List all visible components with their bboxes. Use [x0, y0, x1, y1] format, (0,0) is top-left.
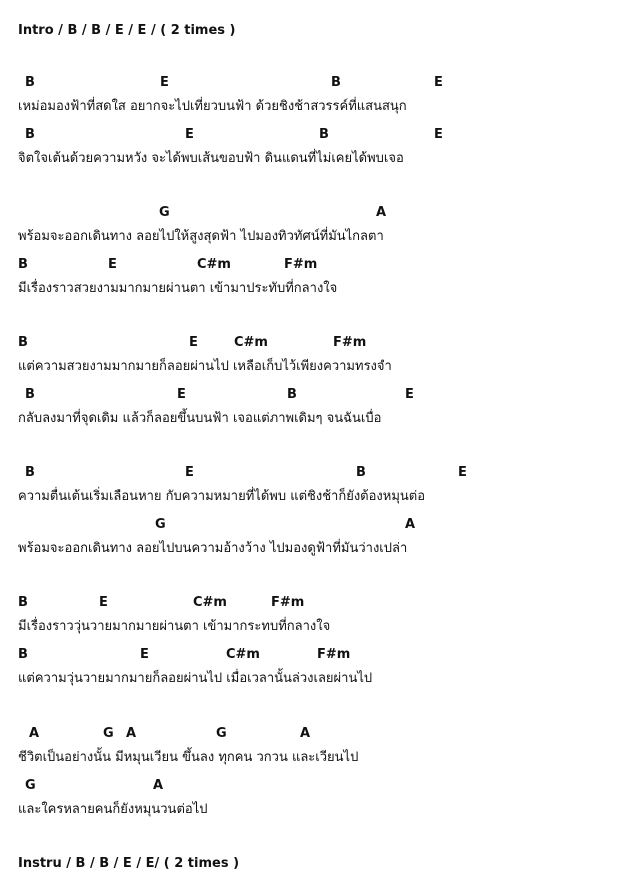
lyric-line: กลับลงมาที่จุดเดิม แล้วก็ลอยขึ้นบนฟ้า เจอแต่ภาพเดิมๆ จนฉันเบื่อ [18, 411, 382, 426]
chord: E [189, 335, 198, 350]
chord: B [25, 465, 35, 480]
chord: F#m [271, 595, 305, 610]
chord: B [331, 75, 341, 90]
lyric-line: แต่ความสวยงามมากมายก็ลอยผ่านไป เหลือเก็บไว้เพียงความทรงจำ [18, 359, 392, 374]
chord: E [177, 387, 186, 402]
chord: E [185, 127, 194, 142]
lyric-line: แต่ความวุ่นวายมากมายก็ลอยผ่านไป เมื่อเวลานั้นล่วงเลยผ่านไป [18, 671, 373, 686]
chord: B [319, 127, 329, 142]
instrumental-line: Instru / B / B / E / E/ ( 2 times ) [18, 856, 240, 871]
chord: B [25, 387, 35, 402]
chord: C#m [193, 595, 227, 610]
chord: B [18, 595, 28, 610]
chord: B [18, 647, 28, 662]
chord: E [99, 595, 108, 610]
lyric-line: ความตื่นเต้นเริ่มเลือนหาย กับความหมายที่ได้พบ แต่ชิงช้าก็ยังต้องหมุนต่อ [18, 489, 426, 504]
intro-line: Intro / B / B / E / E / ( 2 times ) [18, 23, 236, 38]
chord: F#m [333, 335, 367, 350]
chord: F#m [317, 647, 351, 662]
chord: A [405, 517, 416, 532]
lyric-line: และใครหลายคนก็ยังหมุนวนต่อไป [18, 802, 208, 817]
chord: G [159, 205, 170, 220]
chord: E [434, 127, 443, 142]
chord: A [29, 726, 40, 741]
chord: B [25, 75, 35, 90]
chord: C#m [197, 257, 231, 272]
chord: E [140, 647, 149, 662]
chord: B [18, 257, 28, 272]
lyric-line: มีเรื่องราวสวยงามมากมายผ่านตา เข้ามาประทับที่กลางใจ [18, 281, 338, 296]
chord: G [25, 778, 36, 793]
chord: C#m [226, 647, 260, 662]
chord: E [160, 75, 169, 90]
lyric-line: พร้อมจะออกเดินทาง ลอยไปให้สูงสุดฟ้า ไปมองทิวทัศน์ที่มันไกลตา [18, 229, 384, 244]
chord: G [155, 517, 166, 532]
chord: E [185, 465, 194, 480]
chord: B [18, 335, 28, 350]
chord: B [356, 465, 366, 480]
chord: A [126, 726, 137, 741]
chord: B [287, 387, 297, 402]
chord: A [300, 726, 311, 741]
lyric-line: ชีวิตเป็นอย่างนั้น มีหมุนเวียน ขึ้นลง ทุกคน วกวน และเวียนไป [18, 750, 359, 765]
chord: E [405, 387, 414, 402]
chord: E [434, 75, 443, 90]
chord: F#m [284, 257, 318, 272]
chord: B [25, 127, 35, 142]
chord: A [376, 205, 387, 220]
lyric-line: มีเรื่องราววุ่นวายมากมายผ่านตา เข้ามากระทบที่กลางใจ [18, 619, 331, 634]
lyric-line: จิตใจเต้นด้วยความหวัง จะได้พบเส้นขอบฟ้า ดินแดนที่ไม่เคยได้พบเจอ [18, 151, 404, 166]
chord: C#m [234, 335, 268, 350]
chord: E [108, 257, 117, 272]
lyric-line: พร้อมจะออกเดินทาง ลอยไปบนความอ้างว้าง ไปมองดูฟ้าที่มันว่างเปล่า [18, 541, 408, 556]
chord: G [103, 726, 114, 741]
lyric-line: เหม่อมองฟ้าที่สดใส อยากจะไปเที่ยวบนฟ้า ด้วยชิงช้าสวรรค์ที่แสนสนุก [18, 99, 407, 114]
chord: G [216, 726, 227, 741]
chord: A [153, 778, 164, 793]
chord: E [458, 465, 467, 480]
